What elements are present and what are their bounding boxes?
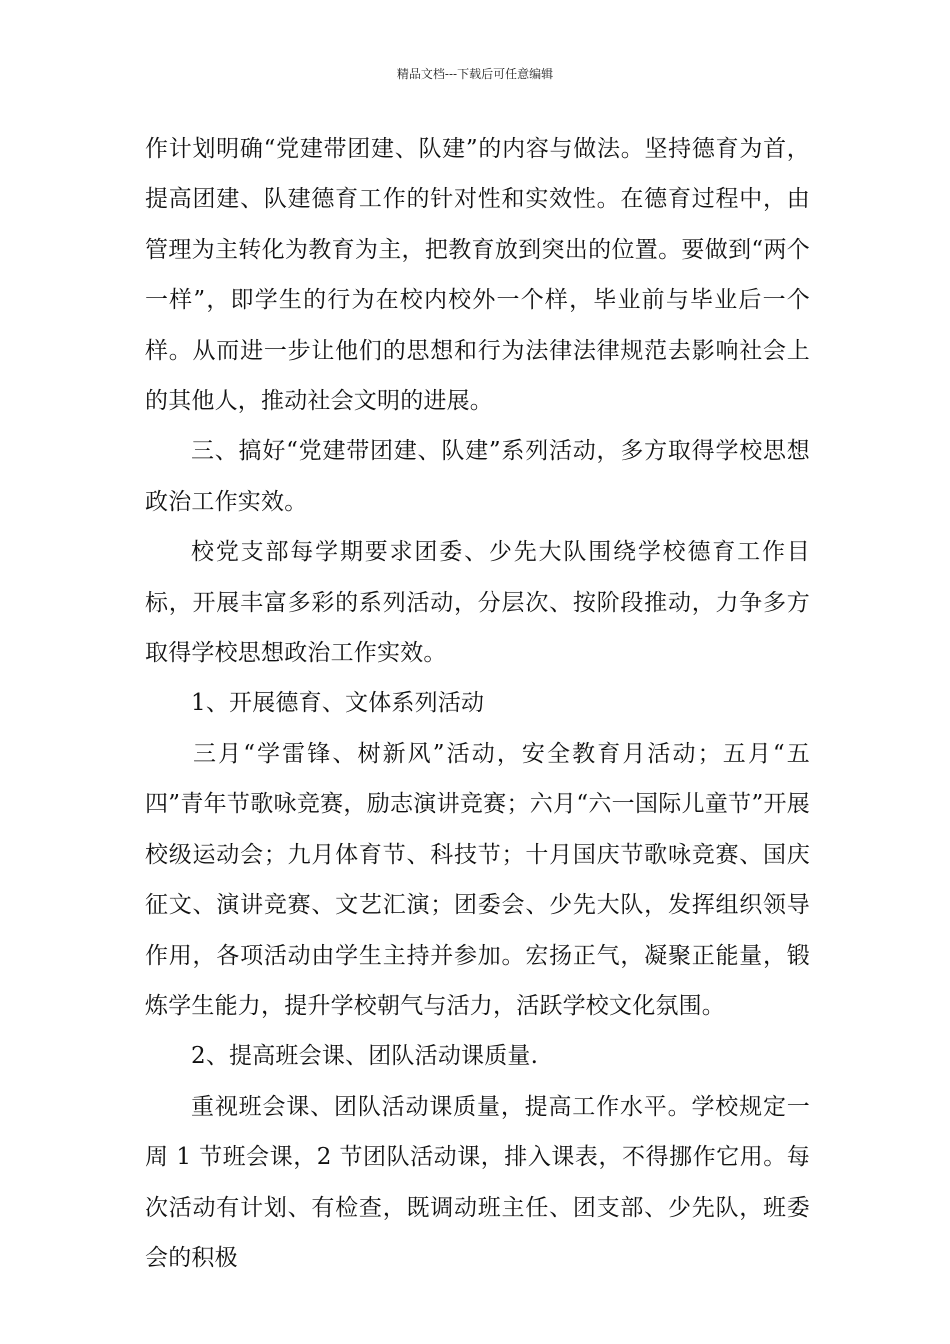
paragraph-continuation: 作计划明确“党建带团建、队建”的内容与做法。坚持德育为首，提高团建、队建德育工作的针对性和实效性。在德育过程中，由管理为主转化为教育为主，把教育放到突出的位置。要做到“两个一样”，即学生的行为在校内校外一个样，毕业前与毕业后一个样。从而进一步让他们的思想和行为法律法律规范去影响社会上的其他人，推动社会文明的进展。 <box>145 136 810 415</box>
document-body <box>145 124 810 1283</box>
subheading-activities: 1、开展德育、文体系列活动 <box>191 690 485 717</box>
paragraph-monthly-activities: 三月“学雷锋、树新风”活动，安全教育月活动；五月“五四”青年节歌咏竞赛，励志演讲竞赛；六月“六一国际儿童节”开展校级运动会；九月体育节、科技节；十月国庆节歌咏竞赛、国庆征文、演讲竞赛、文艺汇演；团委会、少先大队，发挥组织领导作用，各项活动由学生主持并参加。宏扬正气，凝聚正能量，锻炼学生能力，提升学校朝气与活力，活跃学校文化氛围。 <box>145 740 810 1019</box>
paragraph-party-branch: 校党支部每学期要求团委、少先大队围绕学校德育工作目标，开展丰富多彩的系列活动，分层次、按阶段推动，力争多方取得学校思想政治工作实效。 <box>145 539 810 667</box>
section-heading-three: 三、搞好“党建带团建、队建”系列活动，多方取得学校思想政治工作实效。 <box>145 438 810 515</box>
subheading-class-meetings: 2、提高班会课、团队活动课质量. <box>191 1043 539 1070</box>
page-header: 精品文档---下载后可任意编辑 <box>396 67 554 81</box>
paragraph-class-meetings: 重视班会课、团队活动课质量，提高工作水平。学校规定一周 1 节班会课，2 节团队活动课，排入课表，不得挪作它用。每次活动有计划、有检查，既调动班主任、团支部、少先队，班委会的积极 <box>145 1093 810 1271</box>
